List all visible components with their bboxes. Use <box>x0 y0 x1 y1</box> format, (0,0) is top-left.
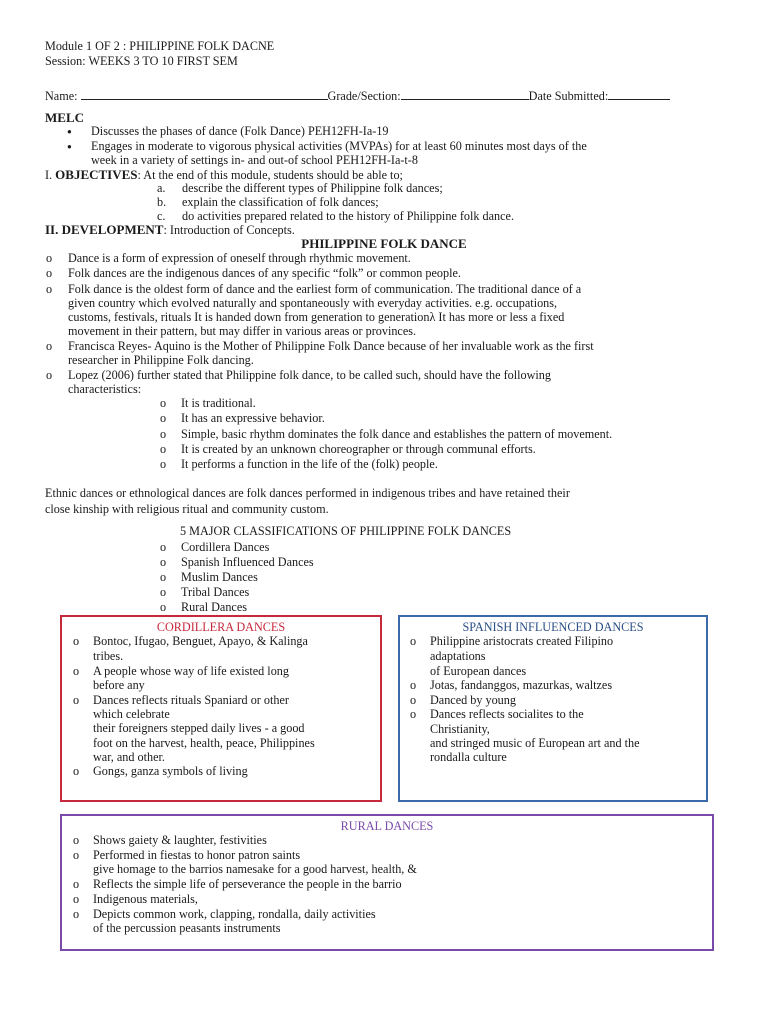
bullet-item: Francisca Reyes- Aquino is the Mother of Philippine Folk Dance because of her invaluable work as the first <box>68 339 594 353</box>
ethnic-paragraph-line: Ethnic dances or ethnological dances are folk dances performed in indigenous tribes and have retained their <box>45 486 570 500</box>
bullet-marker-icon: o <box>410 634 417 648</box>
rural-line: Performed in fiestas to honor patron saints <box>93 848 301 862</box>
bullet-marker-icon: o <box>73 907 80 921</box>
bullet-marker-icon: o <box>160 540 167 554</box>
classification-item: Muslim Dances <box>181 570 258 584</box>
bullet-item: Folk dances are the indigenous dances of any specific “folk” or common people. <box>68 266 461 280</box>
session-line: Session: WEEKS 3 TO 10 FIRST SEM <box>45 54 238 68</box>
bullet-item-cont: researcher in Philippine Folk dancing. <box>68 353 254 367</box>
cordillera-line: A people whose way of life existed long <box>93 664 289 678</box>
bullet-marker-icon: o <box>46 339 53 353</box>
characteristic-item: It has an expressive behavior. <box>181 411 325 425</box>
objectives-title: OBJECTIVES <box>55 167 138 182</box>
cordillera-line: Bontoc, Ifugao, Benguet, Apayo, & Kalinga <box>93 634 308 648</box>
bullet-marker-icon: o <box>73 848 80 862</box>
bullet-marker-icon: o <box>410 707 417 721</box>
spanish-line: Christianity, <box>430 722 490 736</box>
name-field[interactable] <box>81 88 328 100</box>
melc-dot-icon: ● <box>67 142 72 151</box>
grade-label: Grade/Section: <box>327 89 401 103</box>
rural-line: Shows gaiety & laughter, festivities <box>93 833 267 847</box>
bullet-marker-icon: o <box>160 396 167 410</box>
cordillera-line: their foreigners stepped daily lives - a good <box>93 721 305 735</box>
objectives-intro: : At the end of this module, students should be able to; <box>137 168 403 182</box>
grade-field[interactable] <box>401 88 529 100</box>
rural-line: Depicts common work, clapping, rondalla, daily activities <box>93 907 376 921</box>
info-row <box>45 88 670 104</box>
melc-item-2: Engages in moderate to vigorous physical activities (MVPAs) for at least 60 minutes most days of the <box>91 139 587 153</box>
characteristic-item: It performs a function in the life of the (folk) people. <box>181 457 438 471</box>
melc-title: MELC <box>45 110 84 125</box>
spanish-line: Jotas, fandanggos, mazurkas, waltzes <box>430 678 613 692</box>
cordillera-line: Gongs, ganza symbols of living <box>93 764 248 778</box>
objectives-prefix: I. <box>45 168 56 182</box>
bullet-marker-icon: o <box>160 442 167 456</box>
objective-item: explain the classification of folk dances; <box>182 195 379 209</box>
development-title: II. DEVELOPMENT <box>45 222 164 237</box>
spanish-line: of European dances <box>430 664 527 678</box>
bullet-marker-icon: o <box>46 251 53 265</box>
bullet-marker-icon: o <box>73 664 80 678</box>
classification-item: Spanish Influenced Dances <box>181 555 314 569</box>
ethnic-paragraph-line: close kinship with religious ritual and community custom. <box>45 502 329 516</box>
classification-item: Rural Dances <box>181 600 247 614</box>
characteristic-item: Simple, basic rhythm dominates the folk dance and establishes the pattern of movement. <box>181 427 613 441</box>
development-intro: : Introduction of Concepts. <box>163 223 295 237</box>
spanish-line: rondalla culture <box>430 750 507 764</box>
bullet-item-cont: given country which evolved naturally and spontaneously with everyday activities. e.g. occupations, <box>68 296 558 310</box>
bullet-marker-icon: o <box>73 833 80 847</box>
bullet-marker-icon: o <box>73 634 80 648</box>
melc-item-1: Discusses the phases of dance (Folk Dance) PEH12FH-Ia-19 <box>91 124 389 138</box>
rural-line: Reflects the simple life of perseverance the people in the barrio <box>93 877 402 891</box>
characteristic-item: It is traditional. <box>181 396 256 410</box>
rural-line: of the percussion peasants instruments <box>93 921 281 935</box>
bullet-marker-icon: o <box>73 764 80 778</box>
spanish-line: adaptations <box>430 649 486 663</box>
rural-title: RURAL DANCES <box>340 819 434 833</box>
section-title: PHILIPPINE FOLK DANCE <box>301 236 467 251</box>
bullet-marker-icon: o <box>46 266 53 280</box>
date-field[interactable] <box>608 88 670 100</box>
cordillera-line: before any <box>93 678 145 692</box>
rural-line: give homage to the barrios namesake for a good harvest, health, & <box>93 862 417 876</box>
spanish-line: and stringed music of European art and the <box>430 736 640 750</box>
classification-item: Cordillera Dances <box>181 540 270 554</box>
rural-line: Indigenous materials, <box>93 892 198 906</box>
bullet-item: Dance is a form of expression of oneself through rhythmic movement. <box>68 251 411 265</box>
objective-letter: c. <box>157 209 166 223</box>
date-label: Date Submitted: <box>528 89 609 103</box>
cordillera-line: which celebrate <box>93 707 170 721</box>
bullet-item-cont: characteristics: <box>68 382 142 396</box>
bullet-marker-icon: o <box>410 678 417 692</box>
bullet-marker-icon: o <box>160 427 167 441</box>
spanish-line: Dances reflects socialites to the <box>430 707 584 721</box>
module-title: Module 1 OF 2 : PHILIPPINE FOLK DACNE <box>45 39 275 53</box>
melc-item-2-cont: week in a variety of settings in- and out-of school PEH12FH-Ia-t-8 <box>91 153 418 167</box>
bullet-marker-icon: o <box>160 457 167 471</box>
cordillera-line: war, and other. <box>93 750 165 764</box>
objective-letter: a. <box>157 181 166 195</box>
objective-item: do activities prepared related to the history of Philippine folk dance. <box>182 209 515 223</box>
bullet-item: Folk dance is the oldest form of dance and the earliest form of communication. The traditional dance of a <box>68 282 582 296</box>
bullet-marker-icon: o <box>160 555 167 569</box>
objective-letter: b. <box>157 195 167 209</box>
bullet-item: Lopez (2006) further stated that Philippine folk dance, to be called such, should have the following <box>68 368 551 382</box>
name-label: Name: <box>45 89 81 103</box>
bullet-marker-icon: o <box>160 600 167 614</box>
cordillera-line: tribes. <box>93 649 124 663</box>
bullet-marker-icon: o <box>73 892 80 906</box>
bullet-marker-icon: o <box>160 411 167 425</box>
spanish-title: SPANISH INFLUENCED DANCES <box>462 620 644 634</box>
bullet-marker-icon: o <box>73 877 80 891</box>
classifications-title: 5 MAJOR CLASSIFICATIONS OF PHILIPPINE FOLK DANCES <box>180 524 512 538</box>
bullet-item-cont: movement in their pattern, but may differ in various areas or provinces. <box>68 324 417 338</box>
spanish-line: Philippine aristocrats created Filipino <box>430 634 614 648</box>
cordillera-line: foot on the harvest, health, peace, Philippines <box>93 736 315 750</box>
bullet-marker-icon: o <box>46 282 53 296</box>
bullet-marker-icon: o <box>73 693 80 707</box>
bullet-item-cont: customs, festivals, rituals It is handed down from generation to generationλ It has more or less a fixed <box>68 310 565 324</box>
bullet-marker-icon: o <box>160 585 167 599</box>
bullet-marker-icon: o <box>160 570 167 584</box>
spanish-line: Danced by young <box>430 693 516 707</box>
cordillera-line: Dances reflects rituals Spaniard or other <box>93 693 289 707</box>
melc-dot-icon: ● <box>67 127 72 136</box>
objective-item: describe the different types of Philippine folk dances; <box>182 181 443 195</box>
bullet-marker-icon: o <box>410 693 417 707</box>
classification-item: Tribal Dances <box>181 585 250 599</box>
characteristic-item: It is created by an unknown choreographer or through communal efforts. <box>181 442 536 456</box>
bullet-marker-icon: o <box>46 368 53 382</box>
cordillera-title: CORDILLERA DANCES <box>156 620 286 634</box>
